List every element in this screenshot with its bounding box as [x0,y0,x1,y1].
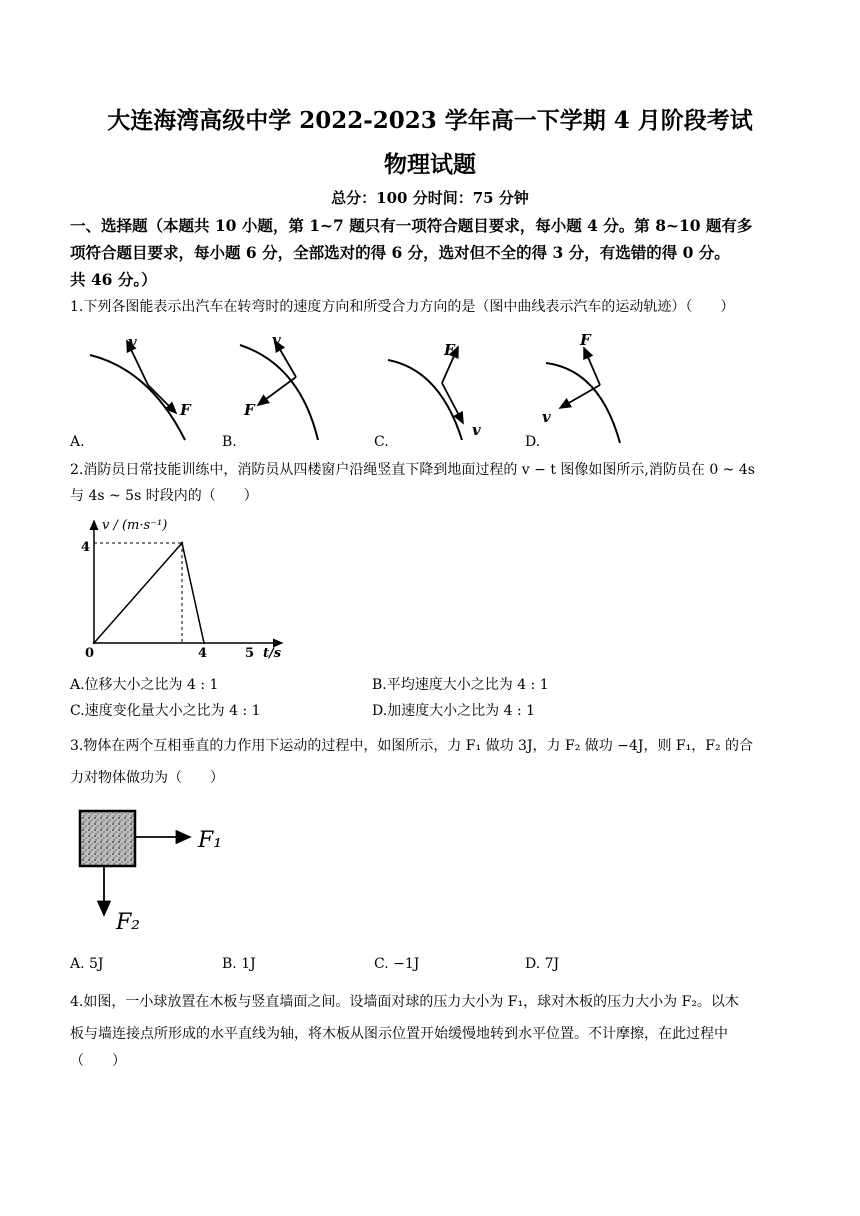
vt-graph [70,515,300,665]
figure-d [542,331,620,443]
data-point-2 [203,642,205,644]
section-heading-line-3: 共 46 分。） [70,270,157,289]
x-tick-5: 5 [245,646,255,661]
q1-option-d: D. [525,434,541,450]
score-time-line: 总分：100 分时间：75 分钟 [331,189,529,207]
figure-c [388,341,481,440]
x-tick-0: 0 [85,646,95,661]
q1-option-a: A. [70,434,85,450]
q2-option-d: D.加速度大小之比为 4 : 1 [372,703,536,719]
figure-a [90,333,192,440]
f2-label: F₂ [116,910,141,935]
fig-b-v-label: v [272,331,281,349]
q2-option-b: B.平均速度大小之比为 4 : 1 [372,677,549,693]
exam-subtitle: 物理试题 [384,151,476,178]
q3-option-c: C. −1J [374,956,420,972]
q1-option-c: C. [374,434,389,450]
question-3-stem-line-2: 力对物体做功为（ ） [70,770,224,786]
question-4-stem-line-2: 板与墙连接点所形成的水平直线为轴，将木板从图示位置开始缓慢地转到水平位置。不计摩擦，在此过程中 [70,1026,728,1042]
block [80,811,135,866]
question-1-stem: 1.下列各图能表示出汽车在转弯时的速度方向和所受合力方向的是（图中曲线表示汽车的运动轨迹）（ ） [70,299,735,315]
question-2-stem-line-1: 2.消防员日常技能训练中，消防员从四楼窗户沿绳竖直下降到地面过程的 v − t 图像如图所示,消防员在 0 ~ 4s [70,462,755,478]
q3-option-a: A. 5J [70,956,104,972]
figure-b [240,331,318,440]
exam-title: 大连海湾高级中学 2022-2023 学年高一下学期 4 月阶段考试 [107,107,753,134]
question-2-stem-line-2: 与 4s ~ 5s 时段内的（ ） [70,488,258,504]
section-heading-line-1: 一、选择题（本题共 10 小题，第 1~7 题只有一项符合题目要求，每小题 4 分。第 8~10 题有多 [70,216,753,235]
fig-d-v-label: v [542,408,551,426]
question-4-stem-line-3: （ ） [70,1053,126,1069]
data-point-1 [181,542,183,544]
velocity-line [94,543,204,643]
fig-d-f-label: F [580,331,591,349]
q3-option-d: D. 7J [525,956,560,972]
question-1-figures [0,325,860,455]
f1-label: F₁ [198,828,223,853]
q2-option-c: C.速度变化量大小之比为 4 : 1 [70,703,261,719]
fig-c-f-label: F [444,341,455,359]
question-3-stem-line-1: 3.物体在两个互相垂直的力作用下运动的过程中，如图所示，力 F₁ 做功 3J，力 F₂ 做功 −4J，则 F₁，F₂ 的合 [70,738,754,754]
x-tick-4: 4 [198,646,208,661]
fig-c-v-label: v [472,421,481,439]
q1-option-b: B. [222,434,237,450]
y-axis-label: v / (m·s⁻¹) [102,518,168,533]
fig-b-f-label: F [244,401,255,419]
question-4-stem-line-1: 4.如图，一小球放置在木板与竖直墙面之间。设墙面对球的压力大小为 F₁，球对木板的压力大小为 F₂。以木 [70,994,739,1010]
section-heading-line-2: 项符合题目要求，每小题 6 分，全部选对的得 6 分，选对但不全的得 3 分，有选错的得 0 分。 [70,243,730,262]
q3-option-b: B. 1J [222,956,256,972]
force-diagram [70,805,270,945]
x-axis-label: t/s [263,646,282,661]
q2-option-a: A.位移大小之比为 4 : 1 [70,677,219,693]
fig-a-f-label: F [180,401,191,419]
data-point-0 [93,642,95,644]
fig-a-v-label: v [128,333,137,351]
y-tick-4: 4 [81,540,91,555]
